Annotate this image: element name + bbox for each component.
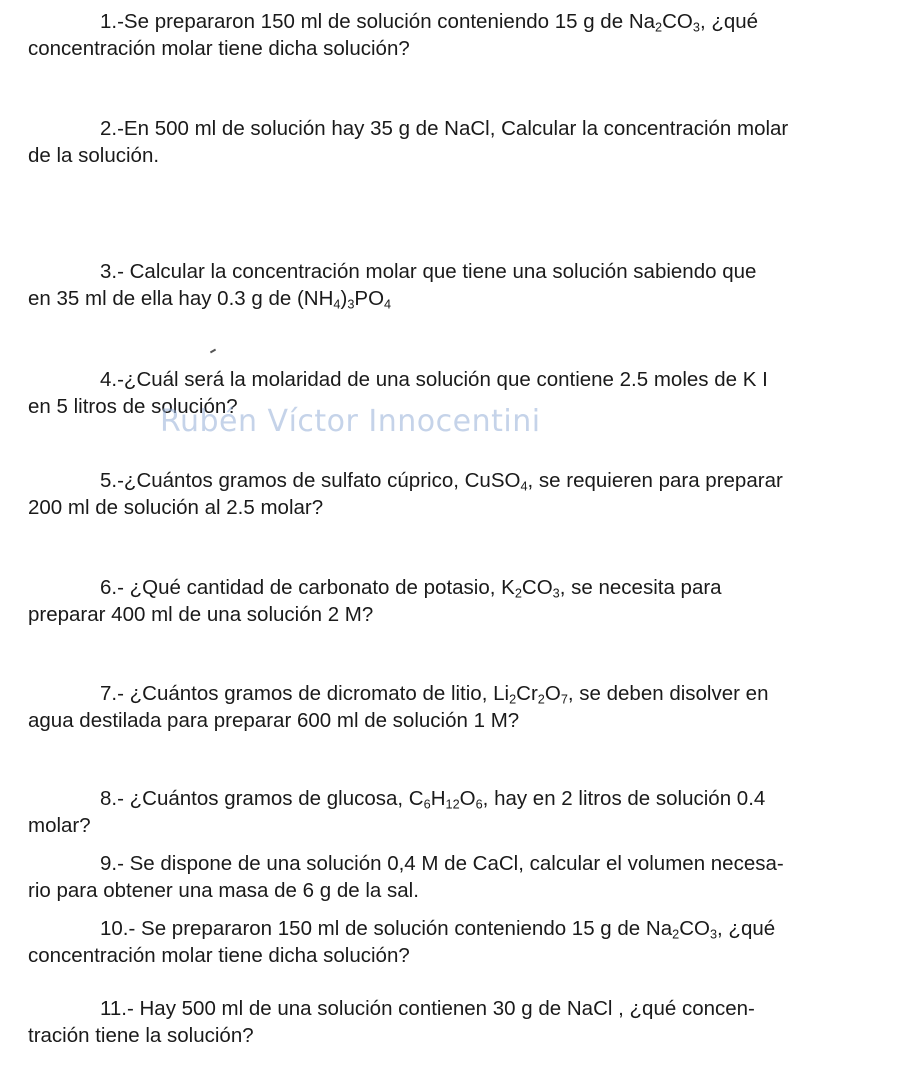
question-7: 7.- ¿Cuántos gramos de dicromato de litio, $Li_2Cr_2O_7$, se deben disolver en agua destilada para preparar 600 ml de solución 1 M? (28, 682, 769, 732)
stray-mark (210, 349, 216, 354)
question-5: 5.-¿Cuántos gramos de sulfato cúprico, CuSO$_4$, se requieren para preparar 200 ml de solución al 2.5 molar? (28, 469, 783, 519)
question-1: 1.-Se prepararon 150 ml de solución conteniendo 15 g de $Na_2CO_3$, ¿qué concentración molar tiene dicha solución? (28, 10, 759, 60)
question-8: 8.- ¿Cuántos gramos de glucosa, $C_6H_{12}O_6$, hay en 2 litros de solución 0.4 molar? (28, 787, 766, 837)
question-11: 11.- Hay 500 ml de una solución contienen 30 g de NaCl , ¿qué concen- tración tiene la solución? (28, 997, 755, 1047)
question-4: 4.-¿Cuál será la molaridad de una solución que contiene 2.5 moles de K I en 5 litros de solución? (28, 368, 768, 418)
question-3: 3.- Calcular la concentración molar que tiene una solución sabiendo que en 35 ml de ella hay 0.3 g de $(NH_4)_3PO_4$ (28, 260, 757, 312)
watermark: Rubén Víctor Innocentini (160, 404, 541, 439)
question-10: 10.- Se prepararon 150 ml de solución conteniendo 15 g de $Na_2CO_3$, ¿qué concentración molar tiene dicha solución? (28, 917, 776, 967)
question-9: 9.- Se dispone de una solución 0,4 M de CaCl, calcular el volumen necesa- rio para obtener una masa de 6 g de la sal. (28, 852, 784, 902)
question-6: 6.- ¿Qué cantidad de carbonato de potasio, $K_2CO_3$, se necesita para preparar 400 ml de una solución 2 M? (28, 576, 722, 626)
question-2: 2.-En 500 ml de solución hay 35 g de NaCl, Calcular la concentración molar de la solución. (28, 117, 789, 167)
